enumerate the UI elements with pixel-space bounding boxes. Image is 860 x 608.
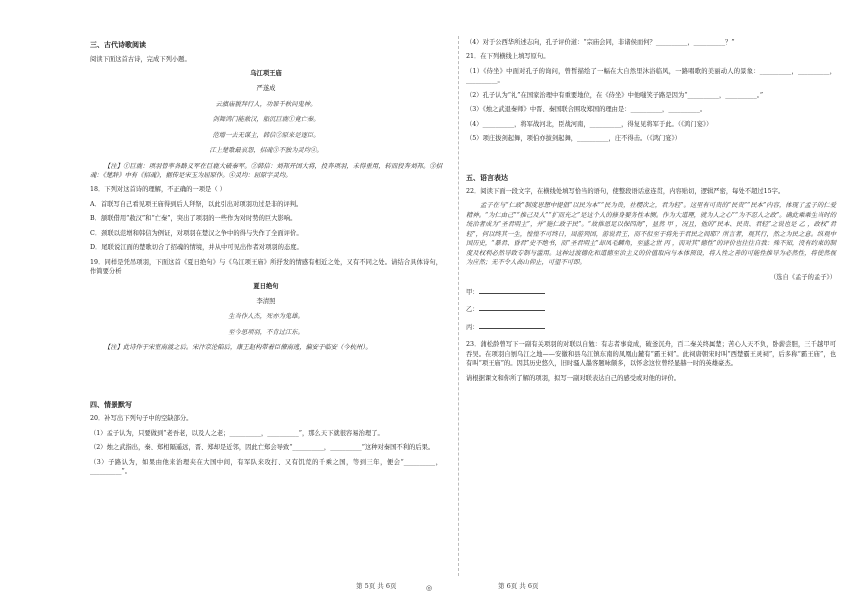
- question-18-option-c: C．颈联以范增和韩信为例证，对项羽在楚汉之争中的得与失作了全面评价。: [90, 229, 303, 237]
- answer-line-yi: [466, 305, 836, 314]
- page-number-left: 第 5页 共 6页: [356, 582, 397, 591]
- section-3-intro: 阅读下面这首古诗，完成下列小题。: [90, 55, 191, 63]
- right-page: [430, 0, 860, 608]
- question-20-item-3: （3）子路认为，如果由他来治理夹在大国中间，有军队来攻打、又有饥荒的千乘之国，等到三年，便会“__________，__________”。: [90, 458, 442, 475]
- question-21: 21．在下列横线上填写原句。: [466, 53, 550, 61]
- question-21-item-5: （5）项庄拔剑起舞，项伯亦拔剑起舞，__________，庄不得击。（《鸿门宴》）: [466, 135, 681, 143]
- question-19: 19．同样是凭吊项羽，下面这首《夏日绝句》与《乌江项王庙》所抒发的情感有相近之处，又有不同之处。请结合具体诗句，作简要分析: [90, 258, 442, 276]
- page-center-mark: ◎: [426, 583, 433, 592]
- question-21-item-3: （3）《烛之武退秦师》中晋、秦国联合围攻郑国的理由是：__________，__________。: [466, 106, 707, 114]
- answer-line-bing: [466, 323, 836, 332]
- poem2-line: 生当作人杰，死亦为鬼雄。: [228, 313, 304, 321]
- poem1-line: 剑舞鸿门能赦汉，船沉巨鹿①竟亡秦。: [212, 116, 320, 124]
- spacer: [466, 149, 836, 171]
- section-5-title: 五、语言表达: [466, 172, 508, 182]
- question-22-passage: 孟子在与“仁政”制度思想中提倡“以民为本”“民为贵，社稷次之，君为轻”。这里有可贵的“民贵”“民本”内容，体现了孟子的仁爱精神。“为仁由己”“推己及人”“扩而充之”是这个人的修身要务性本恻。作为大道理，就为人之心”“为不忍人之政”。确此乘乘生当时的统治者成为“圣君明主”，并“施仁政于民”。“故推恩足以保四海”，显然 甲 ，况且，他的“民本、民贵、君轻”之说也是 乙 ，政权“君轻”，何以终其一生，惶惶不可终日，周游列国，游说君王，而不似至于将先于君民之间耶？所言者，观其行，然之为民之意。纵观中国历史，“暴君、昏君”史不绝书，而“圣君明主”却凤毛麟角，至盛之世 丙 ，而对其“德性”的评价也往往自我：殊不知，没有约束的制度及权利必然导致专制与滥用。这种过渡德化和道德至治主义的价值取向与本体预设，将人性之善的可能性推导为必然性，将使然视为应然；无不令人高山仰止，可望不可即。: [466, 202, 836, 267]
- poem1-line: 江上楚歌最哀怨，招魂③不独为灵均④。: [209, 147, 323, 155]
- poem2-author: 李清照: [256, 297, 276, 305]
- right-column: [466, 38, 836, 388]
- question-21-item-2: （2）孔子认为“礼”在国家治理中有重要地位，在《侍坐》中他嗤笑子路是因为“__________，__________。”: [466, 91, 764, 99]
- poem2-line: 至今思项羽，不肯过江东。: [228, 328, 304, 336]
- poem1-line: 范增一去无谋主，韩信②原来是逐臣。: [212, 131, 320, 139]
- answer-line-jia: [466, 288, 836, 297]
- section-4-title: 四、情景默写: [90, 399, 132, 409]
- question-18-option-d: D．尾联说江面的楚歌切合了招魂的情境，并从中可见出作者对项羽的态度。: [90, 244, 303, 252]
- question-21-item-1: （1）《侍坐》中面对孔子的询问，曾皙描绘了一幅在大自然里沐浴临风，一路唱歌的美丽动人的景象：__________，__________，__________。: [466, 67, 836, 85]
- question-18: 18．下列对这首诗的理解，不正确的一项是（ ）: [90, 186, 226, 194]
- question-21-item-4: （4）__________，将军战河北，臣战河南，__________，得复见将军于此。（《鸿门宴》）: [466, 120, 713, 128]
- question-22: 22．阅读下面一段文字，在横线处填写恰当的语句，使整段语话意连贯，内容贴切，逻辑严密，每处不超过15字。: [466, 188, 785, 195]
- question-23: 23．蒲松龄曾写下一副有关项羽的对联以自勉：有志者事竟成，破釜沉舟，百二秦关终属楚；苦心人天不负，卧薪尝胆，三千越甲可吞吴。在项羽自刎乌江之地——安徽和县乌江镇东南的凤凰山麓有“霸王祠”。此祠唐朝宋时叫“西楚霸王灵祠”，后多称“霸王庙”，也有叫“项王庙”的。因其历史悠久，旧时骚人墨客题咏颇多，以怀念这位曾经显赫一时的英雄豪杰。: [466, 341, 836, 368]
- poem1-author: 严遂成: [256, 85, 276, 93]
- question-20-item-4: （4）对于公西华所述志向，孔子评价道：“宗庙会同，非诸侯而何？__________，__________？”: [466, 39, 735, 46]
- poem1-line: 云旗庙貌拜行人，功罪千秋问鬼神。: [215, 100, 317, 108]
- poem1-note: 【注】①巨鹿：项羽曾率各路义军在巨鹿大破秦军。②韩信：刘邦开国大将，投奔项羽，未得重用，转而投奔刘邦。③招魂：《楚辞》中有《招魂》，据传是宋玉为屈原作。④灵均：屈原字灵均。: [90, 162, 442, 179]
- passage-source: （选自《孟子的孟子》）: [769, 273, 836, 281]
- page-number-right: 第 6页 共 6页: [498, 582, 539, 591]
- poem1-title: 乌江项王庙: [250, 69, 282, 77]
- poem2-title: 夏日绝句: [253, 282, 279, 290]
- answer-blank[interactable]: [479, 305, 545, 311]
- question-20-item-2: （2）烛之武指出，秦、郑相隔遥远，晋、郑却是近邻，因此亡郑会导致“__________，__________”这种对秦国不利的后果。: [90, 444, 435, 452]
- section-3-title: 三、古代诗歌阅读: [90, 40, 146, 49]
- question-20: 20．补写出下列句子中的空缺部分。: [90, 415, 193, 423]
- question-20-item-1: （1）孟子认为，只要做到“老吾老，以及人之老；__________，__________”，那么天下就很容易治理了。: [90, 429, 384, 437]
- answer-label: 乙：: [466, 306, 479, 314]
- answer-blank[interactable]: [479, 288, 545, 294]
- spacer: [90, 358, 442, 398]
- question-18-option-a: A．首联写自己看见项王庙得到后人拜祭，以此引出对项羽功过是非的评判。: [90, 200, 303, 208]
- answer-label: 丙：: [466, 323, 479, 331]
- poem2-note: 【注】此诗作于宋室南渡之后。宋汴京沦陷后，康王赵构带着臣僚南逃，偏安于临安（今杭州）。: [104, 344, 372, 352]
- answer-label: 甲：: [466, 288, 479, 296]
- answer-blank[interactable]: [479, 323, 545, 329]
- left-column: [90, 38, 442, 481]
- question-18-option-b: B．颔联借用“赦汉”和“亡秦”，突出了项羽的一些作为对时势的巨大影响。: [90, 215, 297, 223]
- question-23-task: 请根据课文和你所了解的项羽，拟写一副对联表达自己的感受或对他的评价。: [466, 374, 681, 382]
